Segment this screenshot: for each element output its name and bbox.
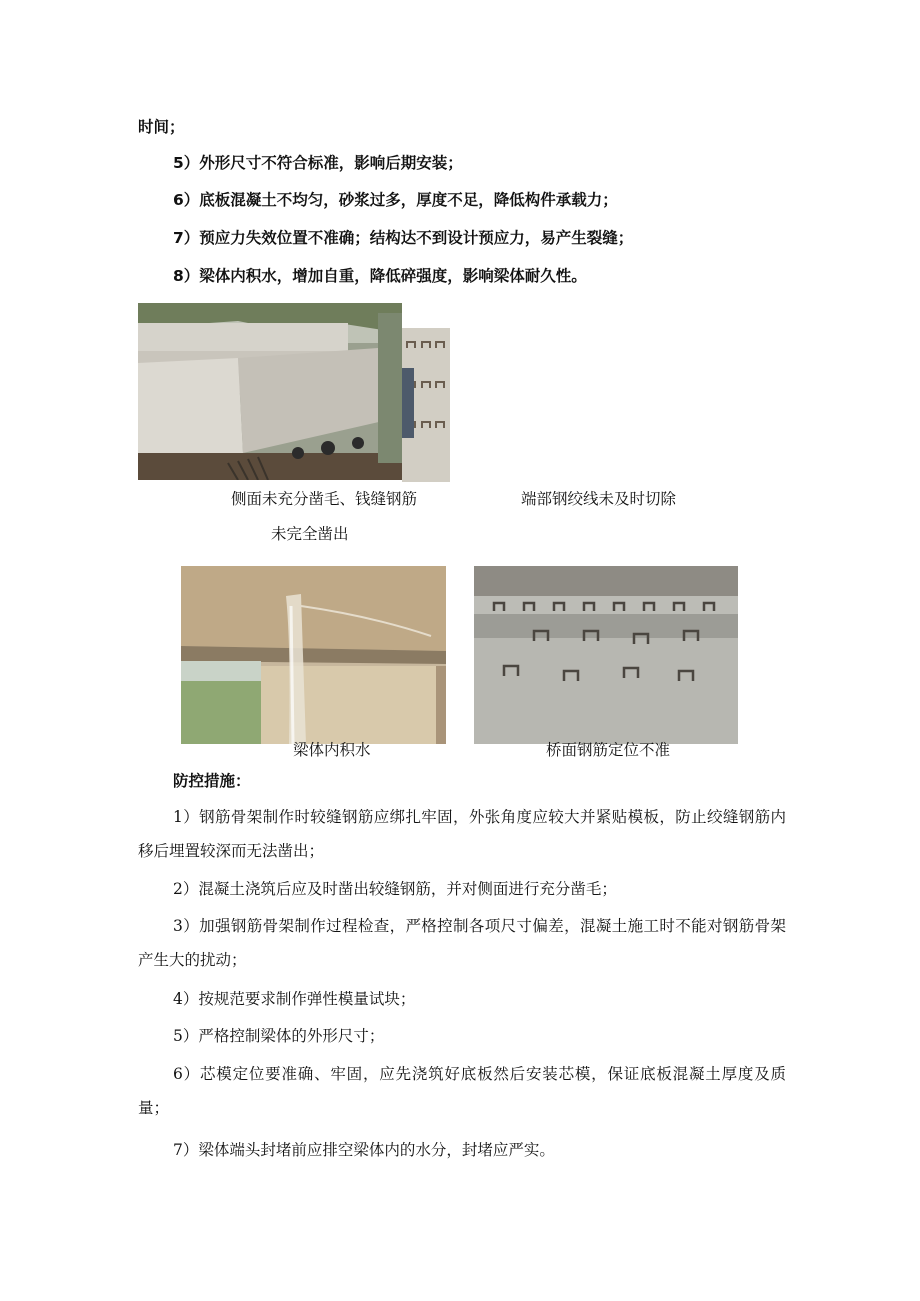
measures-heading: 防控措施： [173, 772, 251, 790]
problem-item-7: 7）预应力失效位置不准确；结构达不到设计预应力，易产生裂缝； [173, 229, 634, 247]
measure-item-5: 5）严格控制梁体的外形尺寸； [173, 1027, 385, 1045]
caption-water: 梁体内积水 [293, 741, 371, 759]
caption-end-strand: 端部钢绞线未及时切除 [521, 490, 677, 508]
caption-rebar: 桥面钢筋定位不准 [546, 741, 671, 759]
measure-item-3: 3）加强钢筋骨架制作过程检查，严格控制各项尺寸偏差，混凝土施工时不能对钢筋骨架产生大的扰动； [138, 917, 786, 969]
photo-deck-rebar [474, 566, 738, 744]
measure-item-1: 1）钢筋骨架制作时较缝钢筋应绑扎牢固，外张角度应较大并紧贴模板，防止绞缝钢筋内移后埋置较深而无法凿出； [138, 808, 786, 860]
caption-side-line2: 未完全凿出 [271, 525, 349, 543]
problem-item-8: 8）梁体内积水，增加自重，降低碎强度，影响梁体耐久性。 [173, 267, 587, 285]
problem-item-5: 5）外形尺寸不符合标准，影响后期安装； [173, 154, 463, 172]
problem-item-6: 6）底板混凝土不均匀，砂浆过多，厚度不足，降低构件承载力； [173, 191, 618, 209]
measure-item-7: 7）梁体端头封堵前应排空梁体内的水分，封堵应严实。 [173, 1141, 555, 1159]
continued-text: 时间； [138, 118, 185, 136]
photo-end-strand [402, 328, 450, 482]
photo-water-in-beam [181, 566, 446, 744]
measure-item-4: 4）按规范要求制作弹性模量试块； [173, 990, 416, 1008]
photo-beam-side [138, 303, 402, 480]
measure-item-6: 6）芯模定位要准确、牢固，应先浇筑好底板然后安装芯模，保证底板混凝土厚度及质量； [138, 1065, 786, 1117]
measure-item-2: 2）混凝土浇筑后应及时凿出较缝钢筋，并对侧面进行充分凿毛； [173, 880, 617, 898]
caption-side-line1: 侧面未充分凿毛、钱缝钢筋 [231, 490, 418, 508]
